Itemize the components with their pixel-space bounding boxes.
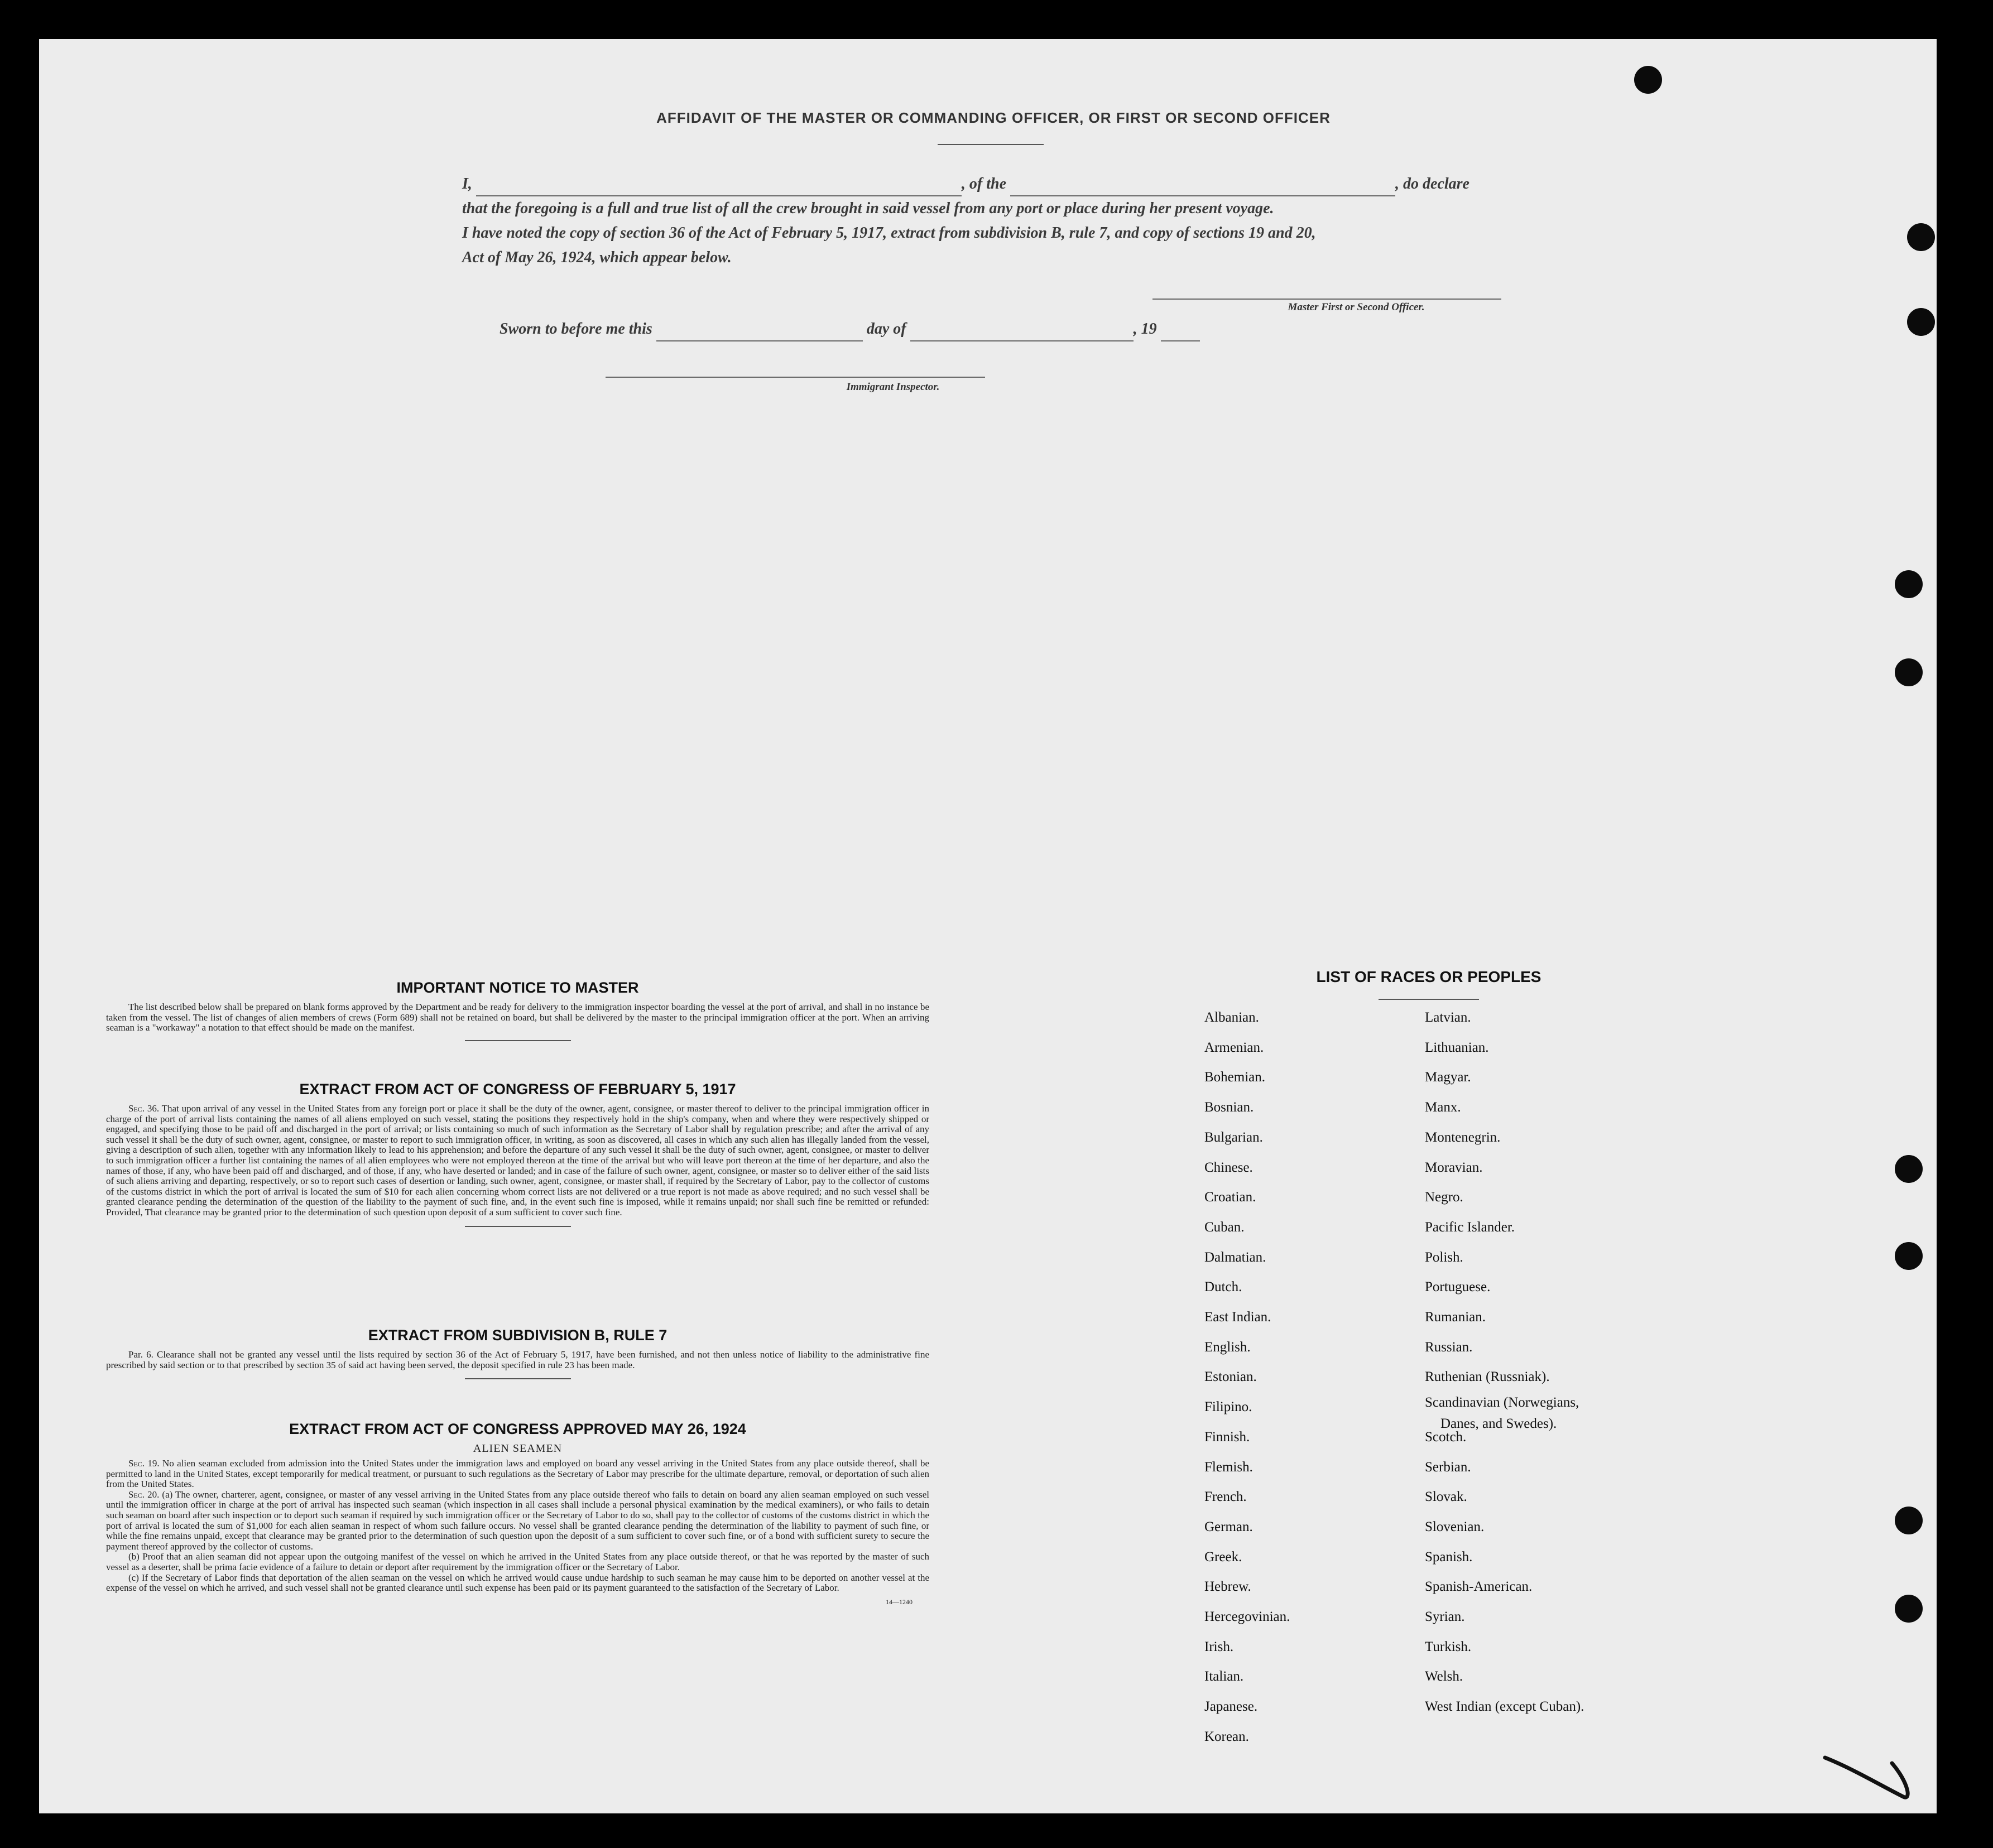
race-item: Montenegrin. [1425, 1129, 1501, 1145]
extract-rule7-body: Par. 6. Clearance shall not be granted any vessel until the lists required by section 36 of the Act of February 5, 1917, have been furnished, and not then unless notice of liability to the administrative fine prescribed by said section or to that prescribed by section 35 of said act having been served, the deposit specified in rule 23 has been made. [106, 1349, 929, 1370]
handwritten-mark [1819, 1735, 1920, 1813]
extract-1917-body [106, 1104, 929, 1218]
race-item: Welsh. [1425, 1669, 1463, 1685]
race-item: Dalmatian. [1204, 1249, 1266, 1265]
extract-1924-title: EXTRACT FROM ACT OF CONGRESS APPROVED MAY 26, 1924 [289, 1421, 746, 1437]
race-item: Russian. [1425, 1339, 1473, 1355]
do-declare-label: , do declare [1395, 175, 1469, 192]
race-item: Portuguese. [1425, 1279, 1491, 1295]
race-item: Scandinavian (Norwegians, [1425, 1395, 1579, 1411]
extract-1917-section [106, 1081, 929, 1227]
race-item: German. [1204, 1519, 1253, 1534]
punch-hole [1634, 66, 1662, 94]
punch-hole [1907, 223, 1935, 251]
race-item: Pacific Islander. [1425, 1219, 1515, 1235]
race-item: Scotch. [1425, 1429, 1467, 1445]
races-title: LIST OF RACES OR PEOPLES [1316, 968, 1541, 985]
declaration-line-2: that the foregoing is a full and true list of all the crew brought in said vessel from any port or place during her present voyage. [462, 200, 1274, 217]
race-item: Magyar. [1425, 1070, 1471, 1085]
races-title-rule [1379, 999, 1479, 1000]
race-item: Slovak. [1425, 1489, 1467, 1505]
section-20c-body: (c) If the Secretary of Labor finds that deportation of the alien seaman on the vessel on which he arrived would cause undue hardship to such seaman he may cause him to be deported on another vessel at the expense of the vessel on which he arrived, and such vessel shall not be granted clearance until such expense has been paid or its payment guaranteed to the satisfaction of the Secretary of Labor. [106, 1572, 929, 1594]
race-item: Hebrew. [1204, 1579, 1251, 1595]
section-20b-body: (b) Proof that an alien seaman did not appear upon the outgoing manifest of the vessel on which he arrived in the United States from any place outside thereof, or that he was reported by the master of such vessel as a deserter, shall be prima facie evidence of a failure to detain or deport after requirement by the immigration officer or the Secretary of Labor. [106, 1551, 929, 1572]
race-item: Japanese. [1204, 1699, 1258, 1715]
race-item: French. [1204, 1489, 1247, 1505]
form-number: 14—1240 [886, 1597, 913, 1606]
race-item: Negro. [1425, 1190, 1463, 1205]
extract-rule7-title: EXTRACT FROM SUBDIVISION B, RULE 7 [368, 1327, 667, 1344]
race-item: Croatian. [1204, 1190, 1256, 1205]
inspector-signature-line[interactable] [606, 377, 985, 378]
race-item: Manx. [1425, 1100, 1461, 1115]
race-item: Greek. [1204, 1549, 1242, 1565]
master-caption: Master First or Second Officer. [1288, 301, 1425, 313]
declaration-line-3: I have noted the copy of section 36 of the Act of February 5, 1917, extract from subdivision B, rule 7, and copy of sections 19 and 20, [462, 224, 1316, 242]
race-item: Filipino. [1204, 1399, 1252, 1415]
alien-seamen-subtitle: ALIEN SEAMEN [473, 1442, 563, 1455]
declaration-line-1 [462, 172, 1523, 196]
section-20-label: Sec. 20. [128, 1489, 160, 1500]
race-item: Syrian. [1425, 1609, 1465, 1624]
race-item: Bulgarian. [1204, 1129, 1263, 1145]
section-rule [465, 1378, 571, 1379]
declaration-i-label: I, [462, 175, 472, 192]
race-item: Moravian. [1425, 1159, 1483, 1175]
day-of-label: day of [866, 320, 906, 338]
extract-1917-title: EXTRACT FROM ACT OF CONGRESS OF FEBRUARY 5, 1917 [299, 1081, 736, 1098]
declaration-line-4: Act of May 26, 1924, which appear below. [462, 249, 732, 266]
race-item: Italian. [1204, 1669, 1244, 1685]
race-item: Irish. [1204, 1639, 1234, 1654]
section-rule [465, 1040, 571, 1041]
sworn-day-field[interactable] [656, 325, 863, 341]
race-item: Ruthenian (Russniak). [1425, 1369, 1550, 1385]
sworn-year-field[interactable] [1161, 325, 1200, 341]
notice-section [106, 979, 929, 1041]
race-item: Spanish-American. [1425, 1579, 1533, 1595]
race-item: Albanian. [1204, 1010, 1259, 1025]
race-item: Turkish. [1425, 1639, 1472, 1654]
name-field[interactable] [476, 180, 962, 196]
of-the-label: , of the [961, 175, 1007, 192]
race-item: West Indian (except Cuban). [1425, 1699, 1584, 1715]
affidavit-title: AFFIDAVIT OF THE MASTER OR COMMANDING OFFICER, OR FIRST OR SECOND OFFICER [656, 109, 1331, 126]
extract-1924-section [106, 1421, 929, 1606]
race-item: Chinese. [1204, 1159, 1253, 1175]
sworn-label: Sworn to before me this [500, 320, 652, 338]
vessel-field[interactable] [1010, 180, 1395, 196]
sworn-month-field[interactable] [910, 325, 1134, 341]
punch-hole [1895, 1155, 1923, 1183]
section-rule [465, 1226, 571, 1227]
race-item: Bosnian. [1204, 1100, 1254, 1115]
race-item: East Indian. [1204, 1310, 1271, 1325]
section-36-text: That upon arrival of any vessel in the United States from any foreign port or place it shall be the duty of the owner, agent, consignee, or master thereof to deliver to the principal immigration officer in charge of the port of arrival lists containing the names of all aliens employed on such vessel, stating the positions they respectively hold in the ship's company, when and where they were respectively shipped or engaged, and specifying those to be paid off and discharged in the port of arrival; or lists containing so much of such information as the Secretary of Labor shall by regulation prescribe; and after the arrival of any such vessel it shall be the duty of such owner, agent, consignee, or master to report to such immigration officer, in writing, as soon as discovered, all cases in which any such alien has illegally landed from the vessel, giving a description of such alien, together with any information likely to lead to his apprehension; and before the departure of any such vessel it shall be the duty of such owner, agent, consignee, or master to deliver to such immigration officer a further list containing the names of all alien employees who were not employed thereon at the time of the arrival but who will leave port thereon at the time of her departure, and also the names of those, if any, who have been paid off and discharged, and of those, if any, who have deserted or landed; and in case of the failure of such owner, agent, consignee, or master so to deliver either of the said lists of such aliens arriving and departing, respectively, or so to report such cases of desertion or landing, such owner, agent, consignee, or master shall, if required by the Secretary of Labor, pay to the collector of customs of the customs district in which the port of arrival is located the sum of $10 for each alien concerning whom correct lists are not delivered or a true report is not made as above required; and no such vessel shall be granted clearance pending the determination of the question of the liability to the payment of such fine, and, in the event such fine is imposed, while it remains unpaid; nor shall such fine be remitted or refunded: Provided, That clearance may be granted prior to the determination of such question upon deposit of a sum sufficient to cover such fine. [106, 1103, 929, 1217]
race-item: Bohemian. [1204, 1070, 1266, 1085]
section-20a-text: (a) The owner, charterer, agent, consignee, or master of any vessel arriving in the United States from any place outside thereof who fails to detain on board any alien seaman employed on such vessel until the immigration officer in charge at the port of arrival has inspected such seaman (which inspection in all cases shall include a personal physical examination by the medical examiners), or who fails to detain such seaman on board after such inspection or to deport such seaman if required by such immigration officer or the Secretary of Labor to do so, shall pay to the collector of customs of the customs district in which the port of arrival is located the sum of $1,000 for each alien seaman in respect of whom such failure occurs. No vessel shall be granted clearance pending the determination of the liability to payment of such fine, or while the fine remains unpaid, except that clearance may be granted prior to the determination of such question upon the deposit of a sum sufficient to cover such fine, or of a bond with sufficient surety to secure the payment thereof approved by the collector of customs. [106, 1489, 929, 1552]
punch-hole [1907, 308, 1935, 336]
race-item: Polish. [1425, 1249, 1463, 1265]
races-list [1204, 1010, 1707, 1763]
notice-body: The list described below shall be prepared on blank forms approved by the Department and be ready for delivery to the immigration inspector boarding the vessel at the port of arrival, and shall in no instance be taken from the vessel. The list of changes of alien members of crews (Form 689) shall not be retained on board, but shall be delivered by the master to the principal immigration officer at the port. When an arriving seaman is a "workaway" a notation to that effect should be made on the manifest. [106, 1002, 929, 1033]
inspector-caption: Immigrant Inspector. [846, 381, 940, 393]
race-item: Armenian. [1204, 1040, 1264, 1055]
race-item: Korean. [1204, 1729, 1249, 1744]
race-item: Latvian. [1425, 1010, 1471, 1025]
punch-hole [1895, 1507, 1923, 1534]
title-rule [938, 144, 1044, 145]
section-20a-body [106, 1490, 929, 1552]
master-signature-line[interactable] [1152, 299, 1501, 300]
section-19-body [106, 1459, 929, 1490]
race-item: Serbian. [1425, 1459, 1471, 1475]
race-item: Estonian. [1204, 1369, 1257, 1385]
race-item: Flemish. [1204, 1459, 1253, 1475]
section-19-label: Sec. 19. [128, 1458, 160, 1469]
punch-hole [1895, 1242, 1923, 1270]
race-item: English. [1204, 1339, 1251, 1355]
race-item: Spanish. [1425, 1549, 1473, 1565]
race-item: Slovenian. [1425, 1519, 1485, 1534]
year-prefix-label: , 19 [1133, 320, 1157, 338]
race-item: Hercegovinian. [1204, 1609, 1290, 1624]
notice-title: IMPORTANT NOTICE TO MASTER [396, 979, 639, 996]
race-item: Finnish. [1204, 1429, 1250, 1445]
race-item: Dutch. [1204, 1279, 1242, 1295]
section-19-text: No alien seaman excluded from admission into the United States under the immigration laws and employed on board any vessel arriving in the United States from any place outside thereof, shall be permitted to land in the United States, except temporarily for medical treatment, or pursuant to such regulations as the Secretary of Labor may prescribe for the ultimate departure, removal, or deportation of such alien from the United States. [106, 1458, 930, 1490]
race-item: Danes, and Swedes). [1440, 1416, 1557, 1432]
punch-hole [1895, 570, 1923, 598]
punch-hole [1895, 658, 1923, 686]
sworn-line [500, 317, 1281, 341]
punch-hole [1895, 1595, 1923, 1623]
declaration-block [462, 172, 1523, 270]
race-item: Cuban. [1204, 1219, 1245, 1235]
extract-rule7-section [106, 1327, 929, 1379]
section-36-label: Sec. 36. [128, 1103, 160, 1114]
race-item: Lithuanian. [1425, 1040, 1489, 1055]
race-item: Rumanian. [1425, 1310, 1486, 1325]
